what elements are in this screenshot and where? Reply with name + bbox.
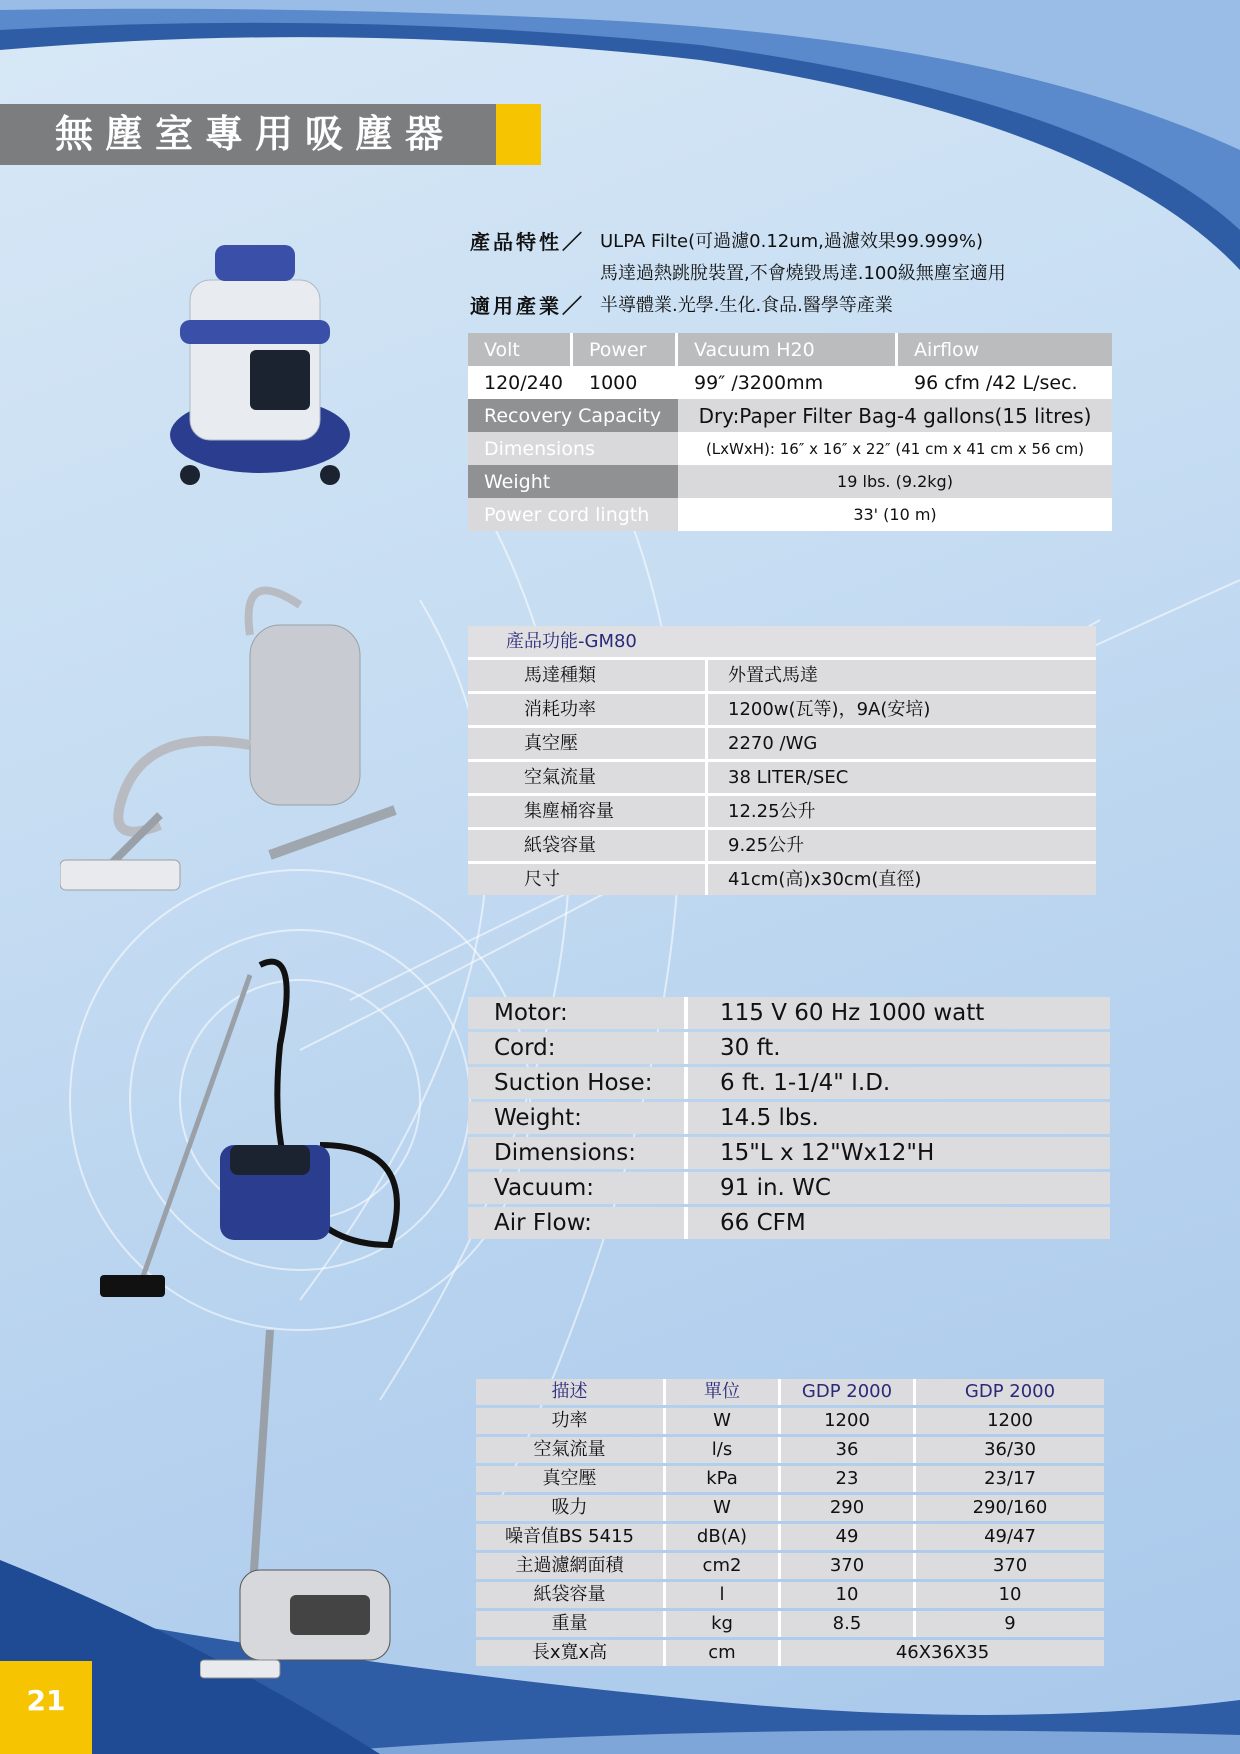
table-row xyxy=(468,827,1096,861)
table-header-cell: 描述 xyxy=(476,1379,666,1405)
feature-line: 馬達過熱跳脫裝置,不會燒毀馬達.100級無塵室適用 xyxy=(600,263,1006,284)
table-cell: 主過濾網面積 xyxy=(476,1553,666,1579)
product-image-upright-canister-vacuum xyxy=(60,575,405,895)
table-row xyxy=(468,759,1096,793)
row-label: Air Flow: xyxy=(468,1207,688,1239)
table-header-cell: Power xyxy=(573,333,678,366)
table-cell: 功率 xyxy=(476,1408,666,1434)
row-label: 紙袋容量 xyxy=(468,830,708,861)
table-cell: 10 xyxy=(781,1582,916,1608)
table-row xyxy=(468,1102,1110,1134)
table-cell: 99″ /3200mm xyxy=(694,371,824,394)
table-title: 產品功能-GM80 xyxy=(468,626,1096,657)
table-cell: cm2 xyxy=(666,1553,781,1579)
table-row xyxy=(476,1408,1104,1434)
row-value: (LxWxH): 16″ x 16″ x 22″ (41 cm x 41 cm x 56 cm) xyxy=(678,432,1112,465)
spec-table-gdp2000 xyxy=(476,1379,1104,1669)
table-row xyxy=(476,1495,1104,1521)
row-label: 集塵桶容量 xyxy=(468,796,708,827)
row-label: 尺寸 xyxy=(468,864,708,895)
row-label: Weight: xyxy=(468,1102,688,1134)
row-value: 38 LITER/SEC xyxy=(728,767,849,788)
table-row xyxy=(468,725,1096,759)
table-row xyxy=(476,1437,1104,1463)
table-header-cell: GDP 2000 xyxy=(964,1381,1056,1402)
table-cell: l/s xyxy=(666,1437,781,1463)
table-cell: 370 xyxy=(781,1553,916,1579)
table-row xyxy=(476,1553,1104,1579)
table-cell: 49/47 xyxy=(984,1526,1036,1547)
industries-text: 半導體業.光學.生化.食品.醫學等產業 xyxy=(600,295,893,316)
feature-line: ULPA Filte(可過濾0.12um,過濾效果99.999%) xyxy=(600,231,983,252)
row-value: 41cm(高)x30cm(直徑) xyxy=(728,869,922,890)
table-row xyxy=(468,1137,1110,1169)
table-row xyxy=(468,793,1096,827)
row-value: 115 V 60 Hz 1000 watt xyxy=(720,1000,985,1026)
table-cell: 370 xyxy=(992,1555,1028,1576)
row-value: 9.25公升 xyxy=(728,835,805,856)
table-cell: 9 xyxy=(1004,1613,1016,1634)
table-row xyxy=(468,498,1112,531)
table-header-cell: Volt xyxy=(468,333,573,366)
table-header-row xyxy=(476,1379,1104,1405)
table-cell: cm xyxy=(666,1640,781,1666)
table-cell: 噪音值BS 5415 xyxy=(476,1524,666,1550)
row-label: Dimensions: xyxy=(468,1137,688,1169)
table-cell: 120/240 xyxy=(484,371,563,394)
table-row xyxy=(468,1032,1110,1064)
table-row xyxy=(468,1207,1110,1239)
page-title: 無塵室專用吸塵器 xyxy=(0,104,496,165)
table-row xyxy=(468,465,1112,498)
industries-label: 適用產業／ xyxy=(470,293,585,318)
title-accent-block xyxy=(496,104,541,165)
spec-table-3 xyxy=(468,997,1110,1242)
row-label: Power cord lingth xyxy=(468,498,678,531)
table-cell: 36 xyxy=(781,1437,916,1463)
row-value: Dry:Paper Filter Bag-4 gallons(15 litres) xyxy=(678,399,1112,432)
table-cell: 1200 xyxy=(781,1408,916,1434)
product-features xyxy=(470,224,1006,320)
table-cell: kPa xyxy=(666,1466,781,1492)
row-label: Weight xyxy=(468,465,678,498)
table-cell: 1200 xyxy=(987,1410,1033,1431)
table-cell: 96 cfm /42 L/sec. xyxy=(914,371,1078,394)
row-value: 14.5 lbs. xyxy=(720,1105,819,1131)
row-value: 15"L x 12"Wx12"H xyxy=(720,1140,935,1166)
row-value: 6 ft. 1-1/4" I.D. xyxy=(720,1070,891,1096)
table-cell: 49 xyxy=(781,1524,916,1550)
row-label: Vacuum: xyxy=(468,1172,688,1204)
product-image-compact-vacuum xyxy=(100,945,400,1315)
row-value: 91 in. WC xyxy=(720,1175,831,1201)
spec-table-1-header xyxy=(468,333,1112,366)
row-label: Recovery Capacity xyxy=(468,399,678,432)
row-label: 馬達種類 xyxy=(468,660,708,691)
row-value: 66 CFM xyxy=(720,1210,806,1236)
table-row xyxy=(476,1524,1104,1550)
table-row xyxy=(468,657,1096,691)
row-label: 真空壓 xyxy=(468,728,708,759)
product-image-canister-vacuum xyxy=(170,240,350,490)
table-row xyxy=(468,432,1112,465)
table-cell: 23/17 xyxy=(984,1468,1036,1489)
row-value: 33' (10 m) xyxy=(678,498,1112,531)
table-row xyxy=(476,1466,1104,1492)
row-value: 1200w(瓦等)，9A(安培) xyxy=(728,699,931,720)
row-label: Motor: xyxy=(468,997,688,1029)
table-cell: 23 xyxy=(781,1466,916,1492)
table-row xyxy=(476,1582,1104,1608)
row-label: Cord: xyxy=(468,1032,688,1064)
table-cell: 空氣流量 xyxy=(476,1437,666,1463)
table-row xyxy=(468,691,1096,725)
row-label: 消耗功率 xyxy=(468,694,708,725)
table-cell: l xyxy=(666,1582,781,1608)
table-cell: 吸力 xyxy=(476,1495,666,1521)
table-row xyxy=(476,1640,1104,1666)
table-row xyxy=(468,1067,1110,1099)
table-cell: 10 xyxy=(998,1584,1022,1605)
row-label: Dimensions xyxy=(468,432,678,465)
table-cell: kg xyxy=(666,1611,781,1637)
table-cell: 長x寬x高 xyxy=(476,1640,666,1666)
table-row xyxy=(468,997,1110,1029)
table-cell: 290 xyxy=(781,1495,916,1521)
table-row xyxy=(468,399,1112,432)
table-cell: 46X36X35 xyxy=(895,1642,990,1663)
table-cell: 重量 xyxy=(476,1611,666,1637)
table-cell: W xyxy=(666,1408,781,1434)
table-cell: dB(A) xyxy=(666,1524,781,1550)
features-label: 產品特性／ xyxy=(470,229,585,254)
page-number: 21 xyxy=(0,1661,92,1754)
product-image-handle-vacuum xyxy=(200,1330,400,1690)
spec-table-gm80 xyxy=(468,626,1096,895)
table-header-cell: Vacuum H20 xyxy=(678,333,898,366)
table-cell: 36/30 xyxy=(984,1439,1036,1460)
row-label: Suction Hose: xyxy=(468,1067,688,1099)
table-cell: W xyxy=(666,1495,781,1521)
table-header-cell: 單位 xyxy=(666,1379,781,1405)
table-cell: 290/160 xyxy=(972,1497,1048,1518)
spec-table-1-values xyxy=(468,366,1112,399)
table-cell: 紙袋容量 xyxy=(476,1582,666,1608)
row-value: 19 lbs. (9.2kg) xyxy=(678,465,1112,498)
table-row xyxy=(468,861,1096,895)
table-header-cell: GDP 2000 xyxy=(781,1379,916,1405)
row-value: 2270 /WG xyxy=(728,733,818,754)
row-value: 30 ft. xyxy=(720,1035,781,1061)
table-cell: 1000 xyxy=(589,371,638,394)
row-value: 12.25公升 xyxy=(728,801,816,822)
spec-table-1 xyxy=(468,333,1112,531)
table-header-cell: Airflow xyxy=(914,338,980,361)
table-row xyxy=(476,1611,1104,1637)
table-row xyxy=(468,1172,1110,1204)
row-label: 空氣流量 xyxy=(468,762,708,793)
row-value: 外置式馬達 xyxy=(728,665,818,686)
table-cell: 8.5 xyxy=(781,1611,916,1637)
table-cell: 真空壓 xyxy=(476,1466,666,1492)
